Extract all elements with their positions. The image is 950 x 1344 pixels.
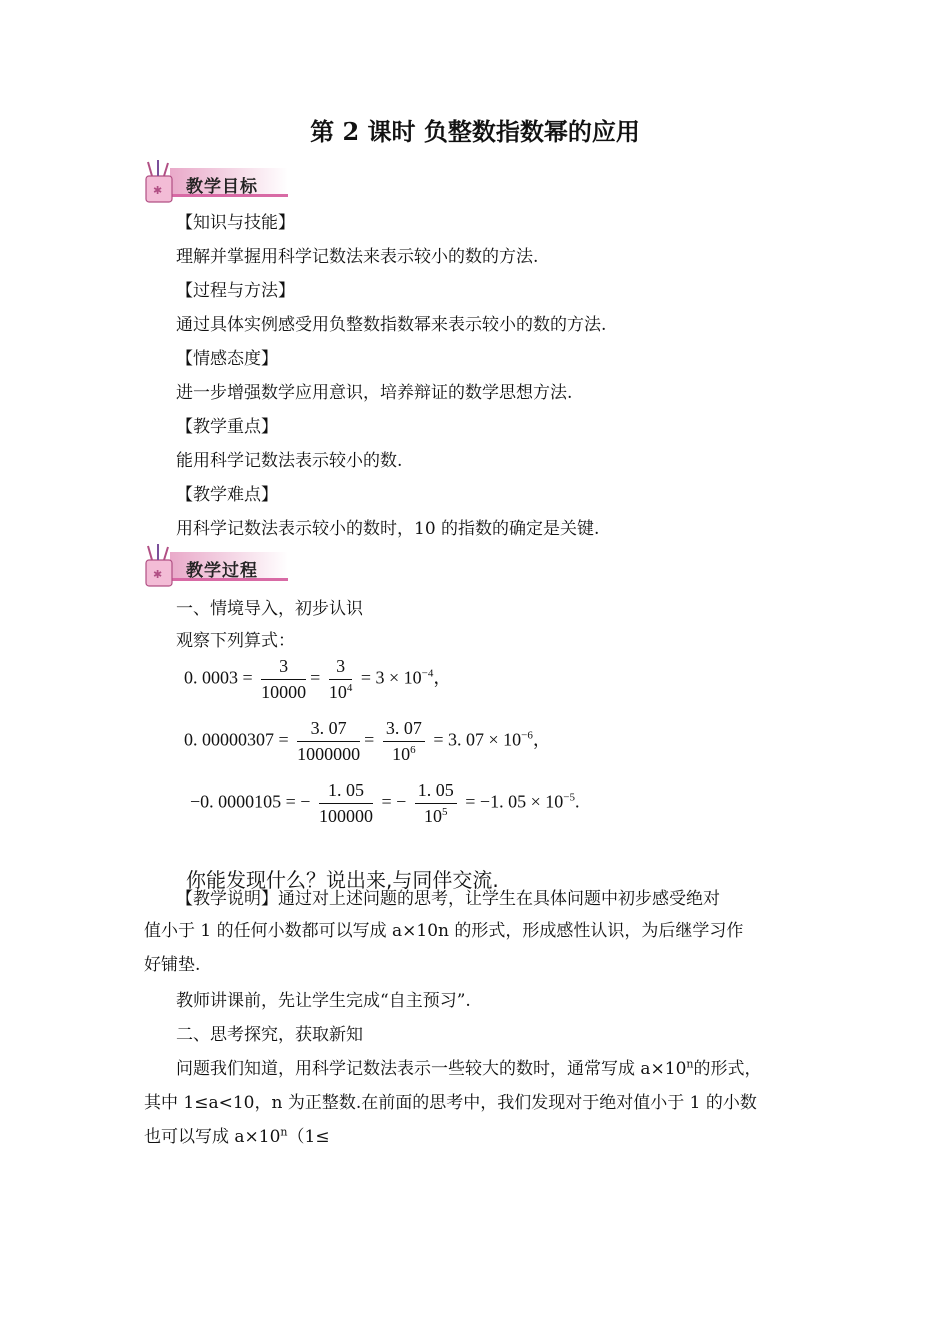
eq2-f2-den-base: 10: [392, 744, 411, 764]
eq1-f2-den-exp: 4: [346, 682, 353, 694]
eq2-f2-den-exp: 6: [410, 744, 416, 756]
eq1-fraction-1: [261, 656, 306, 703]
equation-2: 0. 00000307 = $\frac{3. 07}{1000000}$ = $\frac{3. 07}{10^6}$ = 3. $07 \times 10^{-6}$，: [184, 718, 551, 764]
teaching-explanation-1: 【教学说明】通过对上述问题的思考，让学生在具体问题中初步感受绝对: [176, 889, 720, 909]
paragraph-line-3: [144, 1122, 330, 1147]
equation-1: 0. 0003 = $\frac{3}{10000}$ = $\frac{3}{10^4}$ = $3 \times 10^{-4}$，: [184, 656, 452, 702]
svg-text:✱: ✱: [153, 184, 163, 197]
para1-text-b: 的形式，: [693, 1059, 762, 1079]
svg-text:✱: ✱: [153, 568, 163, 581]
eq1-rhs: = 3 × 10: [360, 667, 422, 688]
eq3-rhs-exp: −5: [563, 791, 575, 804]
section-banner-process: [140, 544, 300, 594]
eq1-f2-den-base: 10: [328, 682, 347, 702]
eq1-rhs-exp: −4: [421, 667, 434, 680]
goals-banner-label: 教学目标: [186, 177, 258, 197]
eq2-tail: ，: [532, 729, 551, 750]
emotion-heading: 【情感态度】: [176, 349, 278, 369]
eq1-tail: ，: [433, 667, 452, 688]
eq3-lhs: −0. 0000105 = −: [190, 791, 311, 812]
eq3-mid: = −: [381, 791, 407, 812]
teaching-explanation-3: 好铺垫.: [144, 955, 201, 975]
difficulty-heading: 【教学难点】: [176, 485, 278, 505]
eq1-f2-num: 3: [329, 656, 353, 680]
process-method-heading: 【过程与方法】: [176, 281, 295, 301]
eq2-f1-num: 3. 07: [297, 718, 360, 742]
para1-text-a: 问题我们知道，用科学记数法表示一些较大的数时，通常写成 a×10: [176, 1059, 687, 1079]
teacher-note: 教师讲课前，先让学生完成“自主预习”.: [176, 991, 471, 1011]
eq3-f2-num: 1. 05: [415, 780, 457, 804]
eq3-f1-den: 100000: [318, 806, 373, 826]
para1-sup: n: [686, 1057, 694, 1071]
paragraph-line-1: [176, 1054, 762, 1079]
discovery-question: 你能发现什么？说出来,与同伴交流.: [186, 868, 499, 892]
teaching-explanation-2: 值小于 1 的任何小数都可以写成 a×10n 的形式，形成感性认识，为后继学习作: [144, 921, 744, 941]
difficulty-text: 用科学记数法表示较小的数时，10 的指数的确定是关键.: [176, 519, 600, 539]
eq2-rhs-exp: −6: [521, 729, 533, 742]
eq1-lhs: 0. 0003 =: [184, 667, 253, 688]
section-banner-goals: [140, 160, 300, 210]
eq2-fraction-2: [383, 718, 425, 765]
emotion-text: 进一步增强数学应用意识，培养辩证的数学思想方法.: [176, 383, 573, 403]
para3-text-a: 也可以写成 a×10: [144, 1127, 281, 1147]
eq3-fraction-1: [319, 780, 373, 827]
para3-sup: n: [280, 1125, 288, 1139]
eq2-f1-den: 1000000: [297, 744, 361, 764]
page-title: 第 2 课时 负整数指数幂的应用: [310, 117, 640, 146]
eq2-lhs: 0. 00000307 =: [184, 729, 289, 750]
eq3-fraction-2: [415, 780, 457, 827]
equation-3: [190, 780, 579, 827]
eq3-f1-num: 1. 05: [319, 780, 373, 804]
paragraph-line-2: 其中 1≤a<10，n 为正整数.在前面的思考中，我们发现对于绝对值小于 1 的小数: [144, 1093, 757, 1113]
part2-title: 二、思考探究，获取新知: [176, 1025, 363, 1045]
eq2-fraction-1: [297, 718, 360, 765]
eq3-f2-den-exp: 5: [442, 806, 448, 818]
key-point-text: 能用科学记数法表示较小的数.: [176, 451, 403, 471]
part1-title: 一、情境导入，初步认识: [176, 599, 363, 619]
key-point-heading: 【教学重点】: [176, 417, 278, 437]
process-method-text: 通过具体实例感受用负整数指数幂来表示较小的数的方法.: [176, 315, 607, 335]
observe-label: 观察下列算式：: [176, 631, 295, 651]
knowledge-heading: 【知识与技能】: [176, 213, 295, 233]
process-banner-label: 教学过程: [186, 561, 258, 581]
eq3-tail: .: [574, 791, 580, 812]
eq1-f1-den: 10000: [261, 682, 307, 702]
eq1-fraction-2: [329, 656, 353, 703]
eq3-rhs: = −1. 05 × 10: [465, 791, 564, 812]
eq1-f1-num: 3: [261, 656, 306, 680]
eq3-f2-den-base: 10: [424, 806, 443, 826]
knowledge-text: 理解并掌握用科学记数法来表示较小的数的方法.: [176, 247, 539, 267]
eq2-rhs: = 3. 07 × 10: [433, 729, 522, 750]
eq2-f2-num: 3. 07: [383, 718, 425, 742]
para3-text-b: （1≤: [287, 1127, 330, 1147]
